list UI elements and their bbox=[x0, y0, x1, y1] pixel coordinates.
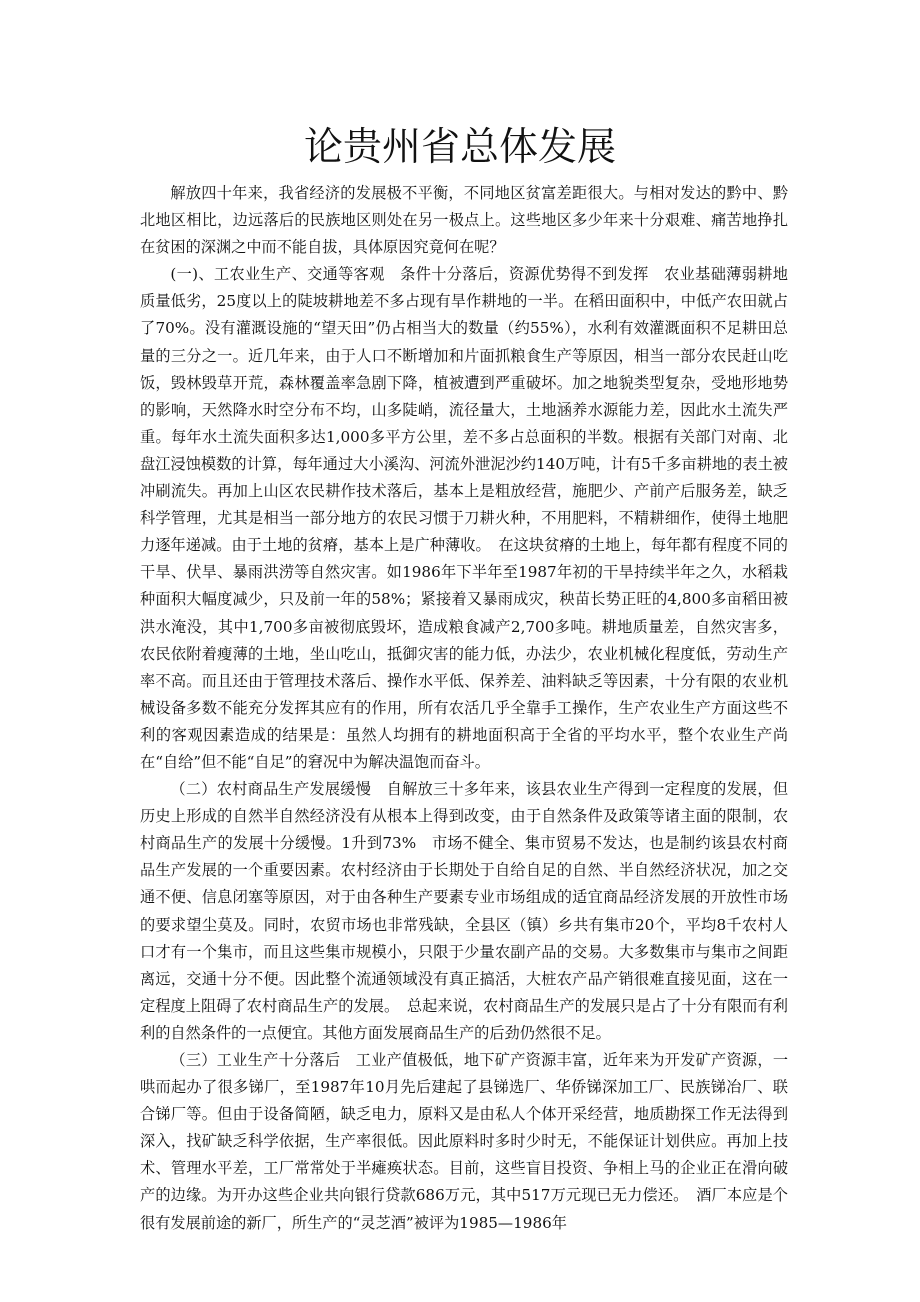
paragraph-section-3: （三）工业生产十分落后 工业产值极低，地下矿产资源丰富，近年来为开发矿产资源，一哄而起办了很多锑厂，至1987年10月先后建起了县锑选厂、华侨锑深加工厂、民族锑冶厂、联合锑厂等。但由于设备简陋，缺乏电力，原料又是由私人个体开采经营，地质勘探工作无法得到深入，找矿缺乏科学依据，生产率很低。因此原料时多时少时无，不能保证计划供应。再加上技术、管理水平差，工厂常常处于半瘫痪状态。目前，这些盲目投资、争相上马的企业正在滑向破产的边缘。为开办这些企业共向银行贷款686万元，其中517万元现已无力偿还。 酒厂本应是个很有发展前途的新厂，所生产的“灵芝酒”被评为1985—1986年 bbox=[140, 1051, 788, 1232]
paragraph-intro: 解放四十年来，我省经济的发展极不平衡，不同地区贫富差距很大。与相对发达的黔中、黔北地区相比，边远落后的民族地区则处在另一极点上。这些地区多少年来十分艰难、痛苦地挣扎在贫困的深渊之中而不能自拔，具体原因究竟何在呢？ bbox=[140, 184, 788, 257]
paragraph-section-1: (一)、工农业生产、交通等客观 条件十分落后，资源优势得不到发挥 农业基础薄弱耕地质量低劣，25度以上的陡坡耕地差不多占现有旱作耕地的一半。在稻田面积中，中低产农田就占了70%。没有灌溉设施的“望天田”仍占相当大的数量（约55%），水利有效灌溉面积不足耕田总量的三分之一。近几年来，由于人口不断增加和片面抓粮食生产等原因，相当一部分农民赶山吃饭，毁林毁草开荒，森林覆盖率急剧下降，植被遭到严重破坏。加之地貌类型复杂，受地形地势的影响，天然降水时空分布不均，山多陡峭，流径量大，土地涵养水源能力差，因此水土流失严重。每年水土流失面积多达1,000多平方公里，差不多占总面积的半数。根据有关部门对南、北盘江浸蚀模数的计算，每年通过大小溪沟、河流外泄泥沙约140万吨，计有5千多亩耕地的表土被冲刷流失。再加上山区农民耕作技术落后，基本上是粗放经营，施肥少、产前产后服务差，缺乏科学管理，尤其是相当一部分地方的农民习惯于刀耕火种，不用肥料，不精耕细作，使得土地肥力逐年递减。由于土地的贫瘠，基本上是广种薄收。 在这块贫瘠的土地上，每年都有程度不同的干旱、伏旱、暴雨洪涝等自然灾害。如1986年下半年至1987年初的干旱持续半年之久，水稻栽种面积大幅度减少，只及前一年的58%；紧接着又暴雨成灾，秧苗长势正旺的4,800多亩稻田被洪水淹没，其中1,700多亩被彻底毁坏，造成粮食减产2,700多吨。耕地质量差，自然灾害多，农民依附着瘦薄的土地，坐山吃山，抵御灾害的能力低，办法少，农业机械化程度低，劳动生产率不高。而且还由于管理技术落后、操作水平低、保养差、油料缺乏等因素，十分有限的农业机械设备多数不能充分发挥其应有的作用，所有农活几乎全靠手工操作，生产农业生产方面这些不利的客观因素造成的结果是：虽然人均拥有的耕地面积高于全省的平均水平，整个农业生产尚在“自给”但不能“自足”的窘况中为解决温饱而奋斗。 bbox=[140, 265, 788, 771]
document-body bbox=[140, 180, 788, 1237]
document-title: 论贵州省总体发展 bbox=[303, 125, 616, 170]
paragraph-section-2: （二）农村商品生产发展缓慢 自解放三十多年来，该县农业生产得到一定程度的发展，但历史上形成的自然半自然经济没有从根本上得到改变，由于自然条件及政策等诸主面的限制，农村商品生产的发展十分缓慢。1升到73% 市场不健全、集市贸易不发达，也是制约该县农村商品生产发展的一个重要因素。农村经济由于长期处于自给自足的自然、半自然经济状况，加之交通不便、信息闭塞等原因，对于由各种生产要素专业市场组成的适宜商品经济发展的开放性市场的要求望尘莫及。同时，农贸市场也非常残缺，全县区（镇）乡共有集市20个，平均8千农村人口才有一个集市，而且这些集市规模小，只限于少量农副产品的交易。大多数集市与集市之间距离远，交通十分不便。因此整个流通领域没有真正搞活，大桩农产品产销很难直接见面，这在一定程度上阻碍了农村商品生产的发展。 总起来说，农村商品生产的发展只是占了十分有限而有利利的自然条件的一点便宜。其他方面发展商品生产的后劲仍然很不足。 bbox=[140, 780, 788, 1042]
